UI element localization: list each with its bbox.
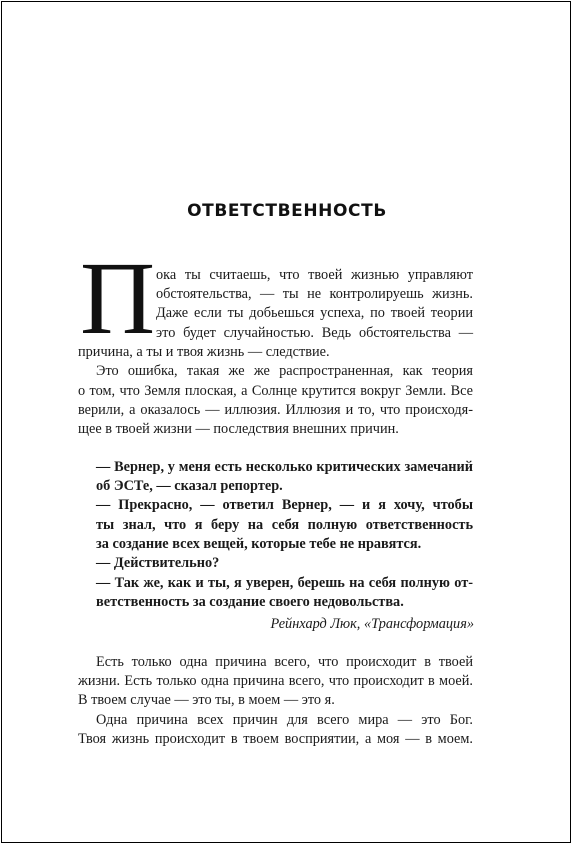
quote-line: — Действительно?: [96, 555, 220, 571]
quote-line: ты знал, что я беру на себя полную ответственность: [96, 517, 473, 533]
text-line: обстоятельства, — ты не контролируешь жизнь.: [156, 286, 473, 302]
text-line: это будет случайностью. Ведь обстоятельства —: [156, 325, 473, 341]
text-line: Твоя жизнь происходит в твоем восприятии, а моя — в моем.: [78, 731, 473, 747]
text-line: Одна причина всех причин для всего мира — это Бог.: [96, 712, 473, 728]
text-line: жизни. Есть только одна причина всего, что происходит в моей.: [78, 673, 473, 689]
quote-line: — Вернер, у меня есть несколько критических замечаний: [96, 459, 473, 475]
text-line: о том, что Земля плоская, а Солнце крутится вокруг Земли. Все: [78, 383, 473, 399]
text-line: верили, а оказалось — иллюзия. Иллюзия и то, что происходя-: [78, 402, 473, 418]
chapter-title: ОТВЕТСТВЕННОСТЬ: [187, 201, 387, 221]
quote-line: — Так же, как и ты, я уверен, берешь на себя полную от-: [96, 575, 473, 591]
text-line: ока ты считаешь, что твоей жизнью управляют: [156, 267, 473, 283]
text-line: Это ошибка, такая же же распространенная, как теория: [96, 363, 473, 379]
quote-attribution: Рейнхард Люк, «Трансформация»: [270, 616, 474, 632]
text-line: Есть только одна причина всего, что происходит в твоей: [96, 654, 473, 670]
text-line: причина, а ты и твоя жизнь — следствие.: [78, 344, 330, 360]
text-line: В твоем случае — это ты, в моем — это я.: [78, 692, 335, 708]
quote-line: об ЭСТе, — сказал репортер.: [96, 478, 283, 494]
quote-line: за создание всех вещей, которые тебе не нравятся.: [96, 536, 422, 552]
drop-cap: П: [80, 241, 156, 356]
text-line: щее в твоей жизни — последствия внешних причин.: [78, 421, 399, 437]
text-line: Даже если ты добьешься успеха, по твоей теории: [156, 305, 473, 321]
quote-line: ветственность за создание своего недовольства.: [96, 594, 404, 610]
quote-line: — Прекрасно, — ответил Вернер, — и я хочу, чтобы: [96, 497, 473, 513]
